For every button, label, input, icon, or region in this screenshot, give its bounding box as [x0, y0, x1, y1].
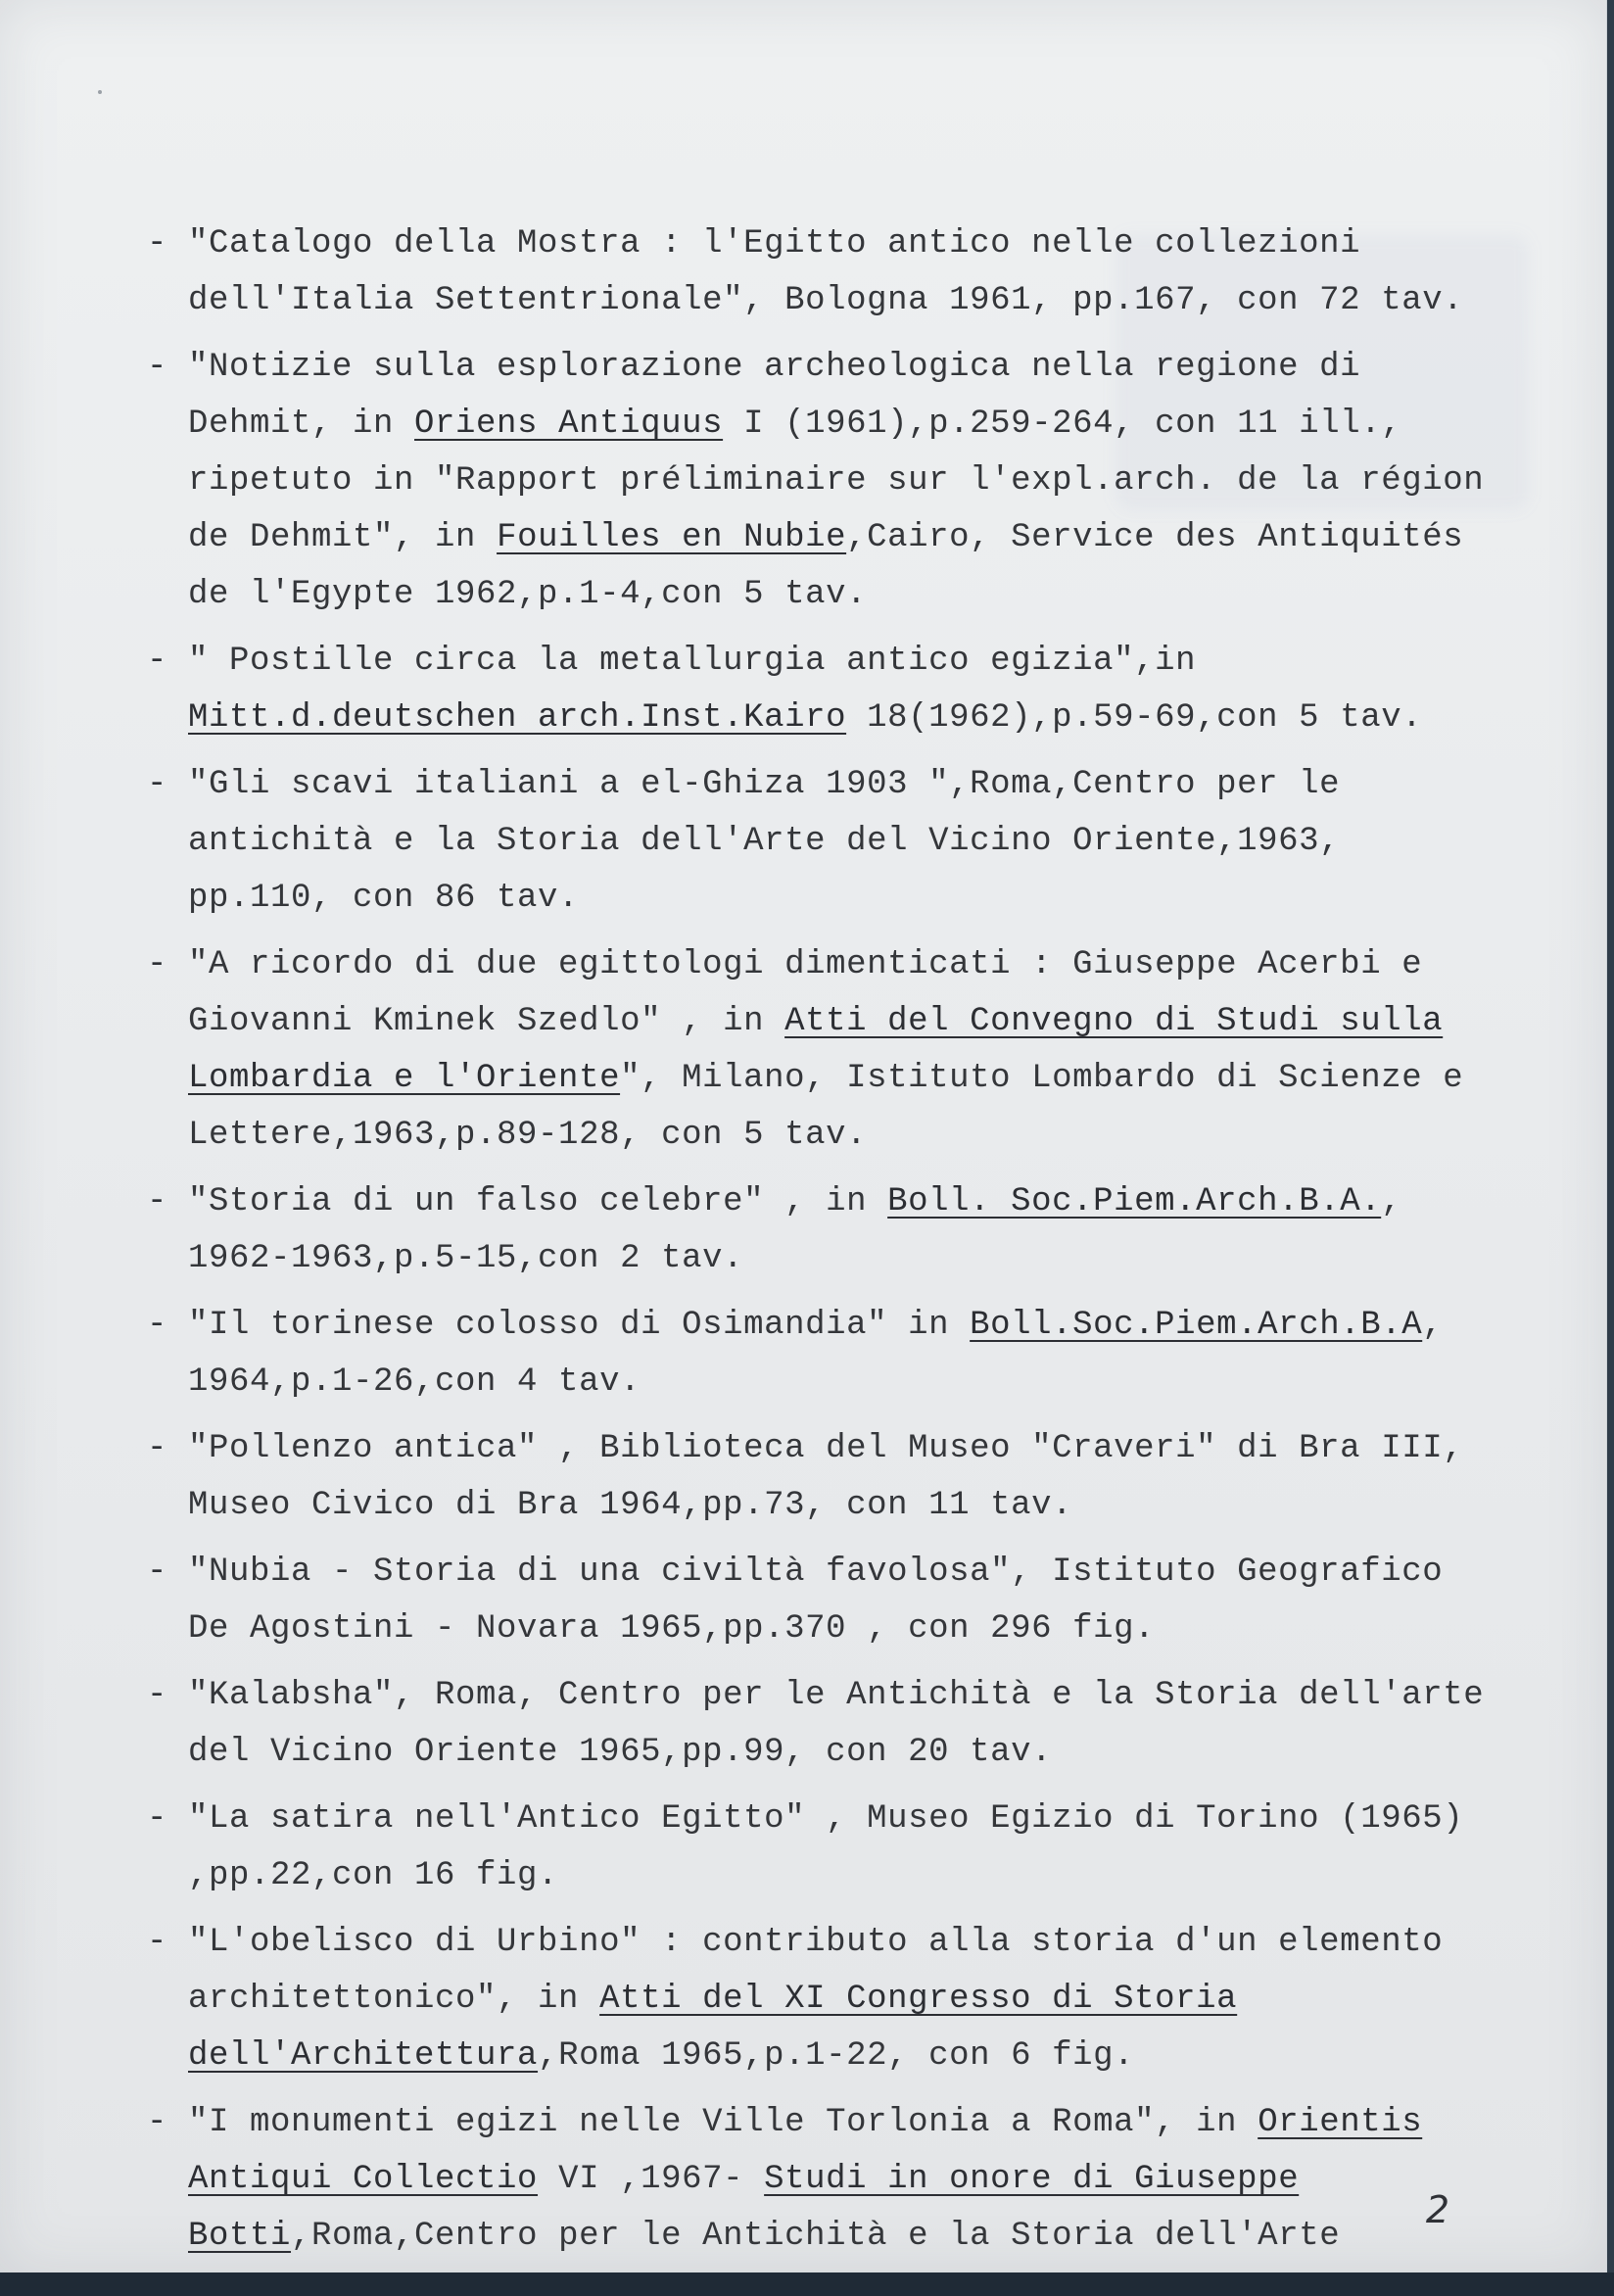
entry-dash-marker: -: [147, 1183, 168, 1220]
entry-dash-marker: -: [147, 1430, 168, 1467]
bibliography-entry: [147, 1297, 1489, 1411]
journal-title: Oriens Antiquus: [414, 406, 724, 443]
entry-segment: "Gli scavi italiani a el-Ghiza 1903 ",Roma,Centro per le antichità e la Storia dell'Arte del Vicino Oriente,1963, pp.110, con 86 tav.: [188, 766, 1341, 917]
bibliography-entry: [147, 1791, 1489, 1904]
entry-segment: , 1962-1963,p.5-15,con 2 tav.: [188, 1183, 1402, 1277]
entry-dash-marker: -: [147, 349, 168, 386]
entry-segment: ", Milano, Istituto Lombardo di Scienze e Lettere,1963,p.89-128, con 5 tav.: [188, 1060, 1464, 1154]
entry-segment: " Postille circa la metallurgia antico egizia",in: [188, 643, 1197, 680]
bibliography-list: [147, 215, 1489, 2274]
bibliography-entry: [147, 633, 1489, 746]
entry-segment: "Notizie sulla esplorazione archeologica nella regione di Dehmit, in: [188, 349, 1361, 443]
entry-segment: , 1964,p.1-26,con 4 tav.: [188, 1307, 1444, 1401]
bibliography-entry: [147, 1544, 1489, 1657]
journal-title: Atti del Convegno di Studi sulla Lombardia e l'Oriente: [188, 1003, 1444, 1097]
entry-segment: ,Roma 1965,p.1-22, con 6 fig.: [538, 2037, 1135, 2075]
entry-dash-marker: -: [147, 643, 168, 680]
entry-segment: "Nubia - Storia di una civiltà favolosa", Istituto Geografico De Agostini - Novara 1965,pp.370 , con 296 fig.: [188, 1554, 1444, 1648]
entry-segment: "Pollenzo antica" , Biblioteca del Museo "Craveri" di Bra III, Museo Civico di Bra 1964,pp.73, con 11 tav.: [188, 1430, 1464, 1524]
entry-segment: "Storia di un falso celebre" , in: [188, 1183, 888, 1220]
bibliography-entry: [147, 1667, 1489, 1781]
bibliography-entry: [147, 756, 1489, 927]
entry-dash-marker: -: [147, 1800, 168, 1838]
entry-dash-marker: -: [147, 2104, 168, 2141]
paper-speck: [98, 90, 102, 94]
entry-segment: "L'obelisco di Urbino" : contributo alla storia d'un elemento architettonico", in: [188, 1924, 1444, 2018]
entry-segment: "Catalogo della Mostra : l'Egitto antico nelle collezioni dell'Italia Settentrionale", Bologna 1961, pp.167, con 72 tav.: [188, 225, 1464, 319]
journal-title: Atti del XI Congresso di Storia dell'Architettura: [188, 1981, 1238, 2075]
entry-segment: "I monumenti egizi nelle Ville Torlonia a Roma", in: [188, 2104, 1258, 2141]
journal-title: Fouilles en Nubie: [497, 519, 847, 556]
entry-segment: ,Cairo, Service des Antiquités de l'Egypte 1962,p.1-4,con 5 tav.: [188, 519, 1464, 613]
bibliography-entry: [147, 215, 1489, 329]
entry-segment: "Il torinese colosso di Osimandia" in: [188, 1307, 971, 1344]
entry-segment: "La satira nell'Antico Egitto" , Museo Egizio di Torino (1965) ,pp.22,con 16 fig.: [188, 1800, 1464, 1894]
entry-dash-marker: -: [147, 1307, 168, 1344]
entry-segment: "Kalabsha", Roma, Centro per le Antichità e la Storia dell'arte del Vicino Oriente 1965,pp.99, con 20 tav.: [188, 1677, 1485, 1771]
bibliography-entry: [147, 339, 1489, 623]
entry-dash-marker: -: [147, 946, 168, 983]
bibliography-entry: [147, 2094, 1489, 2265]
bibliography-entry: [147, 1914, 1489, 2084]
journal-title: Studi in onore di Giuseppe Botti: [188, 2161, 1300, 2255]
entry-segment: VI ,1967-: [538, 2161, 765, 2198]
bibliography-entry: [147, 1420, 1489, 1534]
entry-segment: ,Roma,Centro per le Antichità e la Storia dell'Arte: [291, 2218, 1341, 2255]
scan-bottom-edge: [0, 2272, 1614, 2296]
entry-segment: "A ricordo di due egittologi dimenticati : Giuseppe Acerbi e Giovanni Kminek Szedlo" , in: [188, 946, 1423, 1040]
bibliography-entry: [147, 936, 1489, 1164]
journal-title: Mitt.d.deutschen arch.Inst.Kairo: [188, 699, 847, 737]
page-number: 2: [1425, 2188, 1449, 2231]
entry-dash-marker: -: [147, 1924, 168, 1961]
journal-title: Orientis Antiqui Collectio: [188, 2104, 1423, 2198]
entry-segment: I (1961),p.259-264, con 11 ill., ripetuto in "Rapport préliminaire sur l'expl.arch. de la région de Dehmit", in: [188, 406, 1485, 556]
entry-dash-marker: -: [147, 766, 168, 803]
journal-title: Boll.Soc.Piem.Arch.B.A: [970, 1307, 1423, 1344]
journal-title: Boll. Soc.Piem.Arch.B.A.: [887, 1183, 1382, 1220]
entry-segment: 18(1962),p.59-69,con 5 tav.: [846, 699, 1423, 737]
entry-dash-marker: -: [147, 225, 168, 263]
entry-dash-marker: -: [147, 1677, 168, 1714]
bibliography-entry: [147, 1173, 1489, 1287]
entry-dash-marker: -: [147, 1554, 168, 1591]
